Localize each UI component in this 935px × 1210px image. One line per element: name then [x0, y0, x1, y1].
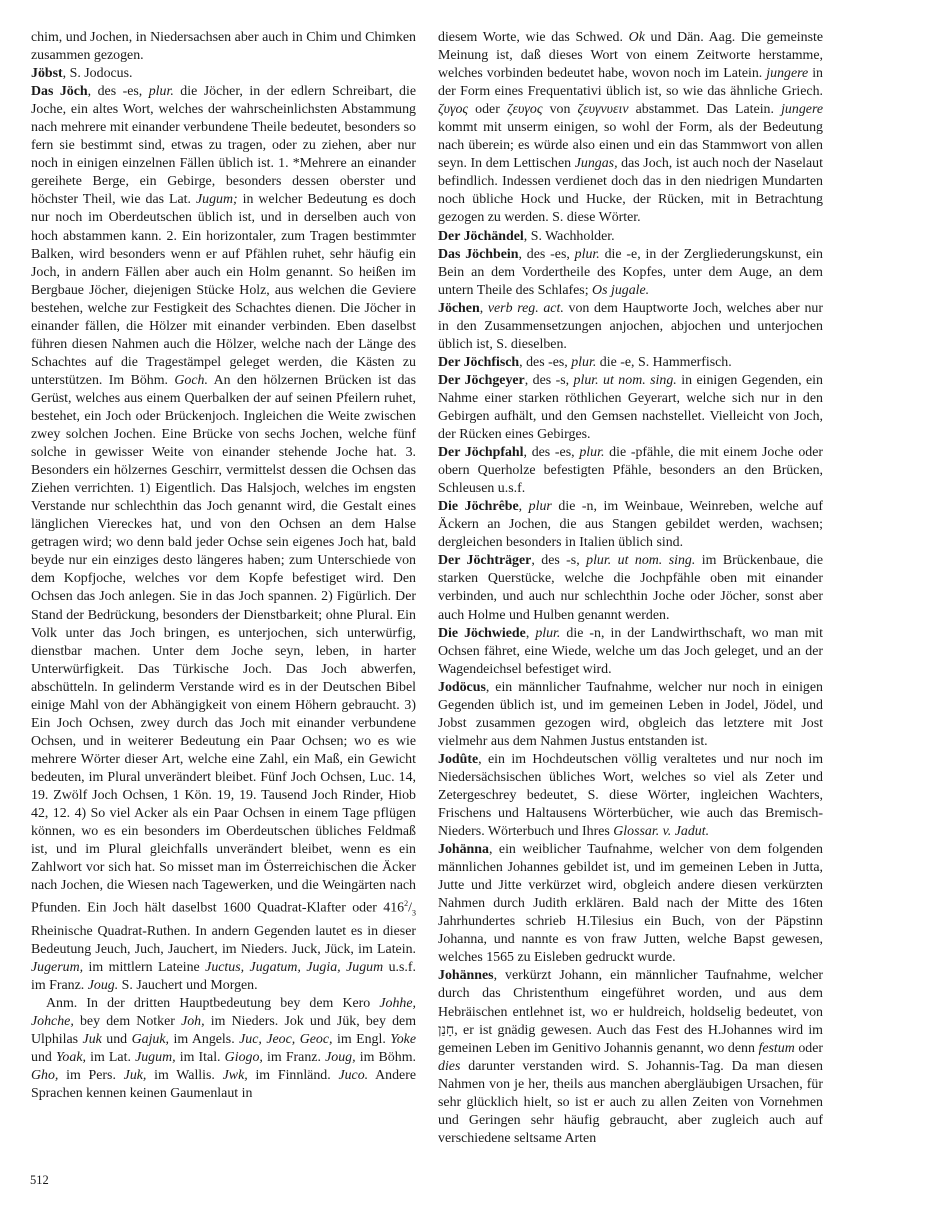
headword: Der Jöchpfahl — [438, 445, 524, 461]
entry-text: in einigen Gegenden, ein Nahme einer starken röthlichen Geyerart, welche sich nur in den Gebirgen aufhält, und den Gemsen nachstellet. Vielleicht von Joch, der Rücken eines Gebirges. — [438, 372, 823, 443]
italic-term: plur. — [148, 84, 174, 100]
entry-jochpfahl — [438, 444, 823, 498]
italic-term: plur. — [574, 246, 600, 262]
headword: Das Jöchbein — [438, 246, 519, 262]
headword: Der Jöchfisch — [438, 354, 520, 370]
entry-jochbein — [438, 246, 823, 300]
entry-johannes — [438, 967, 823, 1147]
entry-text: An den hölzernen Brücken ist das Gerüst, welches aus einem Querbalken der auf seinen Pfeilern ruhet, bestehet, ein Joch oder Brückenjoch. Ingleichen die Weite zwischen zwey solchen Jochen. Eine Brücke von sechs Jochen, welche fünf solche in gewisser Weite von einander stehende Joche hat. 3. Besonders ein hölzernes Geschirr, vermittelst dessen die Ochsen das Ziehen verrichten. 1) Eigentlich. Das Halsjoch, welches im engsten Verstande nur schlechthin das Joch genannt wird, die Gestalt eines länglichen Viereckes hat, und von den Ochsen an dem Halse getragen wird; wo denn bald jeder Ochse sein eigenes Joch hat, bald beyde nur ein einziges desto längeres haben; zum Unterschiede von dem Kopfjoche, welches vor dem Kopfe befestiget wird. Den Ochsen das Joch anlegen. Sie in das Joch spannen. 2) Figürlich. Der Stand der Bedrückung, besonders der Dienstbarkeit; ohne Plural. Ein Volk unter das Joch bringen, es unterjochen, sich unterwürfig, dienstbar machen. Unter dem Joche seyn, leben, in harter Unterwürfigkeit. Das Türkische Joch. Das Joch abwerfen, abschütteln. In gelinderm Verstande wird es in der Deutschen Bibel einige Mahl von der Abhängigkeit von einem Höhern gebraucht. 3) Ein Joch Ochsen, zwey durch das Joch mit einander verbundene Ochsen, und in weiterer Bedeutung ein Paar Ochsen; wo es wie mehrere Wörter dieser Art, welche eine Zahl, ein Maß, ein Gewicht bedeuten, im Plural unverändert bleibet. Fünf Joch Ochsen, Luc. 14, 19. Zwölf Joch Ochsen, 1 Kön. 19, 19. Tausend Joch Rinder, Hiob 42, 12. 4) So viel Acker als ein Paar Ochsen in einem Tage pflügen können, wo es ein besonders im Oberdeutschen übliches Feldmaß ist, und im Plural gleichfalls unverändert bleibet, wenn es ein Zahlwort vor sich hat. So misset man im Österreichischen die Äcker nach Jochen, die Wiesen nach Tagewerken, und die Weingärten nach Pfunden. Ein Joch hält daselbst 1600 Quadrat-Klafter oder 416 — [31, 372, 416, 916]
entry-text: die -pfähle, die mit einem Joche oder obern Querholze befestigten Pfähle, besonders an den Brücken, Schleusen u.s.f. — [438, 445, 823, 497]
entry-jochgeyer — [438, 372, 823, 444]
fraction-denominator: 3 — [412, 908, 416, 918]
entry-text: , verkürzt Johann, ein männlicher Taufnahme, welcher durch das Christenthum eingeführet worden, und aus dem Hebräischen entlehnet ist, wo er huldreich, holdselig bedeutet, von — [438, 968, 823, 1020]
italic-term: verb reg. act. — [487, 300, 564, 316]
entry-text: oder — [794, 1040, 823, 1056]
entry-johanna — [438, 841, 823, 967]
headword: Die Jöchwiede — [438, 625, 526, 641]
entry-text: , — [518, 499, 529, 515]
entry-text: im Ital. — [175, 1050, 225, 1066]
italic-term: Joh, — [181, 1013, 205, 1029]
fraction-numerator: 2 — [404, 899, 409, 909]
entry-text: u.s.f. im Franz. — [31, 959, 416, 993]
entry-text: , ein weiblicher Taufnahme, welcher von dem folgenden männlichen Johannes gebildet ist, und im gemeinen Leben in Jutta, Jutte und Jitte verkürzet wird, obgleich andere diesen verkürzten Nahmen durch Judith erklären. Bald nach der Mitte des 16ten Jahrhundertes schrieb H.Tilesius ein Buch, von der Päpstinn Johanna, und nannte es von fraw Jutten, welche Bapst gewesen, welches 1565 zu Eisleben gedruckt wurde. — [438, 842, 823, 966]
entry-text: , — [525, 625, 536, 641]
italic-term: ζυγος — [438, 102, 469, 118]
entry-text: , er ist gnädig gewesen. Auch das Fest des H.Johannes wird im gemeinen Leben im Genitivo Johannis genannt, wo denn — [438, 1022, 823, 1056]
entry-text: im Engl. — [332, 1031, 391, 1047]
entry-jochrebe — [438, 498, 823, 552]
italic-term: plur. — [579, 445, 605, 461]
entry-text: in welcher Bedeutung es doch nur noch im Oberdeutschen üblich ist, und in derselben auch von hoch abstammen kann. 2. Ein horizontaler, zum Tragen bestimmter Balken, wird besonders wenn er auf Pfählen ruhet, sehr häufig ein Joch, in andern Fällen aber auch ein Holm genannt. So heißen im Bergbaue Jöcher, diejenigen Stücke Holz, aus welchen die Geviere bestehen, welche zur Festigkeit des Schachtes dienen. Die Jöcher in einander fällen, die Hölzer mit einander verbinden. Eben daselbst führen diesen Nahmen auch die Hölzer, welche nach der Länge des Schachtes auf die Tragestämpel geleget werden, die Kästen zu unterstützen. Im Böhm. — [31, 192, 416, 388]
entry-text: / — [408, 900, 412, 916]
entry-text: die -n, in der Landwirthschaft, wo man mit Ochsen fähret, eine Wiede, welche um das Joch geleget, und an der Wagendeichsel befestiget wird. — [438, 625, 823, 677]
italic-term: Jugum, — [135, 1050, 176, 1066]
italic-term: jungere — [781, 102, 823, 118]
italic-term: plur — [528, 499, 552, 515]
italic-term: jungere — [766, 66, 809, 82]
entry-text: Andere Sprachen kennen keinen Gaumenlaut in — [31, 1068, 416, 1102]
entry-text: , des -es, — [523, 445, 580, 461]
headword: Jodûte — [438, 751, 479, 767]
italic-term: Joug, — [325, 1050, 356, 1066]
entry-text: bey dem Notker — [73, 1013, 182, 1029]
entry-text: , S. Wachholder. — [523, 228, 615, 244]
italic-term: festum — [758, 1040, 795, 1056]
italic-term: Goch. — [174, 372, 208, 388]
italic-term: Juk — [82, 1031, 102, 1047]
headword: Johännes — [438, 968, 494, 984]
entry-text: im Finnländ. — [247, 1068, 339, 1084]
headword: Das Jöch — [31, 84, 88, 100]
entry-jochfisch — [438, 354, 823, 372]
entry-text: diesem Worte, wie das Schwed. — [438, 30, 629, 45]
italic-term: Jungas, — [574, 156, 618, 172]
entry-text: , des -s, — [524, 372, 574, 388]
entry-text: chim, und Jochen, in Niedersachsen aber auch in Chim und Chimken zusammen gezogen. — [31, 30, 416, 64]
italic-term: plur. — [535, 625, 561, 641]
entry-text: in der Form eines Frequentativi üblich ist, so wie das ähnliche Griech. — [438, 66, 823, 100]
headword: Johänna — [438, 842, 489, 858]
entry-text: von — [542, 102, 578, 118]
italic-term: plur. — [571, 354, 597, 370]
italic-term: Glossar. v. Jadut. — [613, 824, 710, 840]
entry-text: darunter verstanden wird. S. Johannis-Tag. Da man diesen Nahmen von je her, theils aus manchen abergläubigen Ursachen, für sehr glücklich hielt, so ist er auch zu allen Zeiten von Vornehmen und Geringen sehr häufig gebraucht, aber zugleich auch auf verschiedene seltsame Arten — [438, 1058, 823, 1146]
italic-term: ζευγος — [506, 102, 543, 118]
italic-term: Juc, Jeoc, Geoc, — [239, 1031, 333, 1047]
entry-text: und Dän. Aag. Die gemeinste Meinung ist, daß dieses Wort von einem Zeitworte herstamme, welches vorbinden bedeutet habe, wovon noch im Latein. — [438, 30, 823, 82]
entry-text: von dem Hauptworte Joch, welches aber nur in den Zusammensetzungen anjochen, abjochen und unterjochen üblich ist, S. dieselben. — [438, 300, 823, 352]
entry-text: die -n, im Weinbaue, Weinreben, welche auf Äckern an Jochen, die aus Stangen gebildet werden, wachsen; dergleichen besonders in Italien üblich sind. — [438, 499, 823, 551]
entry-text: im Nieders. Jok und Jük, bey dem Ulphilas — [31, 1013, 416, 1047]
entry-text: im Pers. — [58, 1068, 124, 1084]
entry-text: , — [479, 300, 488, 316]
entry-text: , des -es, — [518, 246, 575, 262]
entry-text: , des -es, — [87, 84, 149, 100]
italic-term: dies — [438, 1058, 461, 1074]
italic-term: ζευγνυειν — [577, 102, 629, 118]
entry-text: im mittlern Lateine — [83, 959, 206, 975]
entry-text: im Böhm. — [355, 1050, 416, 1066]
entry-jobst — [31, 65, 416, 83]
headword: Jodöcus — [438, 679, 486, 695]
italic-term: Joug. — [87, 977, 119, 993]
italic-term: Juk, — [123, 1068, 147, 1084]
entry-text: die Jöcher, in der edlern Schreibart, die Joche, ein altes Wort, welches der wahrscheinlichsten Abstammung nach mehrere mit einander verbundene Theile bedeutet, besonders so fern sie bestimmt sind, etwas zu tragen, oder zu ziehen, aber nur noch in einigen einzelnen Fällen üblich ist. 1. *Mehrere an einander gereihete Berge, ein Gebirge, besonders dessen oberster und höchster Theil, wie das Lat. — [31, 84, 416, 208]
entry-text: im Wallis. — [146, 1068, 223, 1084]
left-column — [31, 29, 416, 1177]
headword: Der Jöchgeyer — [438, 372, 525, 388]
entry-jochwiede — [438, 625, 823, 679]
italic-term: plur. ut nom. sing. — [573, 372, 677, 388]
entry-text: Rheinische Quadrat-Ruthen. In andern Gegenden lautet es in dieser Bedeutung Jeuch, Juch, Jauchert, im Nieders. Juck, Jück, im Latein. — [31, 923, 416, 957]
entry-text: das Joch, ist auch noch der Naselaut befindlich. Indessen verdienet doch das in den niedrigen Mundarten noch übliche Hock und Hucke, der Rücken, mit in Betrachtung gezogen zu werden. S. diese Wörter. — [438, 156, 823, 226]
italic-term: Jwk, — [222, 1068, 248, 1084]
entry-joch — [31, 83, 416, 995]
italic-term: Gho, — [31, 1068, 59, 1084]
entry-text: die -e, S. Hammerfisch. — [596, 354, 732, 370]
hebrew-word: חָנַן — [438, 1022, 455, 1038]
entry-text: kommt mit unserm einigen, so wohl der Form, als der Bedeutung nach überein; es würde also einen und ein das Stammwort von allen seyn. In dem Lettischen — [438, 120, 823, 172]
entry-text: , des -es, — [519, 354, 572, 370]
headword: Die Jöchrêbe — [438, 499, 519, 515]
entry-cont — [31, 29, 416, 65]
italic-term: Yoke — [390, 1031, 416, 1047]
headword: Der Jöchträger — [438, 553, 532, 569]
entry-text: abstammet. Das Latein. — [628, 102, 782, 118]
entry-anm-cont — [438, 29, 823, 228]
italic-term: Juctus, Jugatum, Jugia, Jugum — [205, 959, 384, 975]
entry-text: und — [31, 1050, 56, 1066]
italic-term: Ok — [628, 30, 645, 45]
entry-jochandel — [438, 228, 823, 246]
entry-text: S. Jauchert und Morgen. — [118, 977, 258, 993]
entry-text: Anm. In der dritten Hauptbedeutung bey dem Kero — [46, 995, 380, 1011]
entry-text: und — [101, 1031, 132, 1047]
italic-term: Jugerum, — [31, 959, 84, 975]
entry-text: die -e, in der Zergliederungskunst, ein Bein an dem Vordertheile des Kopfes, unter dem Auge, an dem untern Theile des Schlafes; — [438, 246, 823, 298]
entry-text: im Franz. — [262, 1050, 326, 1066]
entry-text: im Brückenbaue, die starken Querstücke, welche die Jochpfähle oben mit einander verbinden, und auch nur schlechthin Joche oder Jöcher, sonst aber auch Holme und Hulben genannt werden. — [438, 553, 823, 623]
italic-term: Juco. — [338, 1068, 369, 1084]
italic-term: Os jugale. — [592, 282, 650, 298]
entry-text: , ein im Hochdeutschen völlig veraltetes und nur noch im Niedersächsischen übliches Wort, welches so viel als Zeter und Zetergeschrey bedeutet, S. diese Wörter, ingleichen Wachters, Frischens und Haltausens Wörterbücher, wie auch das Bremisch-Nieders. Wörterbuch und Ihres — [438, 751, 823, 840]
entry-text: oder — [468, 102, 507, 118]
italic-term: plur. ut nom. sing. — [586, 553, 696, 569]
headword: Der Jöchändel — [438, 228, 524, 244]
entry-anm — [31, 995, 416, 1103]
italic-term: Johhe, Johche, — [31, 995, 416, 1029]
entry-text: im Lat. — [85, 1050, 136, 1066]
headword: Jöchen — [438, 300, 480, 316]
entry-text: im Angels. — [169, 1031, 240, 1047]
entry-text: , ein männlicher Taufnahme, welcher nur noch in einigen Gegenden üblich ist, und im gemeinen Leben in Jodel, Jödel, und Jobst zusammen gezogen wird, obgleich das letztere mit Jost vielmehr aus dem Nahmen Justus entstanden ist. — [438, 679, 823, 749]
page-number: 512 — [30, 1173, 49, 1187]
entry-jochtraeger — [438, 552, 823, 624]
entry-text: , S. Jodocus. — [62, 66, 133, 82]
italic-term: Yoak, — [55, 1050, 86, 1066]
right-column — [438, 29, 823, 1177]
entry-text: , des -s, — [531, 553, 587, 569]
entry-jodocus — [438, 679, 823, 751]
italic-term: Jugum; — [195, 192, 238, 208]
entry-jodute — [438, 751, 823, 841]
italic-term: Gajuk, — [131, 1031, 170, 1047]
italic-term: Giogo, — [224, 1050, 263, 1066]
headword: Jöbst — [31, 66, 63, 82]
entry-jochen — [438, 300, 823, 354]
